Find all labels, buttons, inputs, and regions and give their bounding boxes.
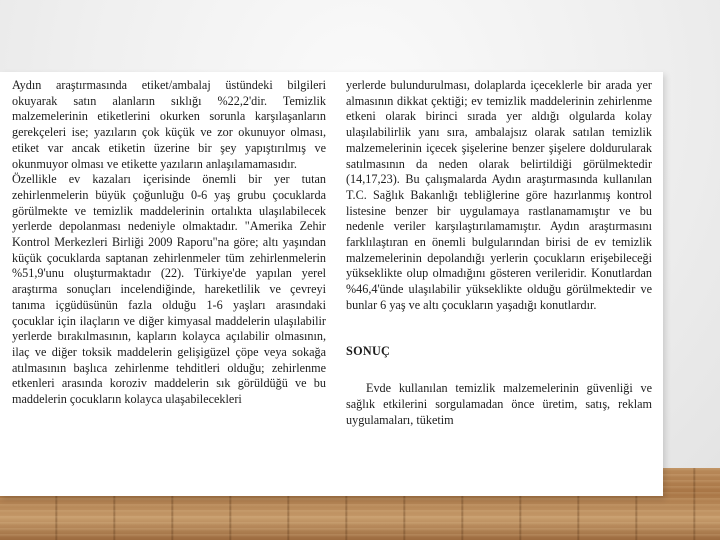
paragraph-zehirlenme: Özellikle ev kazaları içerisinde önemli bir yer tutan zehirlenmelerin büyük çoğunluğu 0-6 yaş grubu çocuklarda görülmekte ve temizlik maddelerinin ortalıkta ulaşılabilecek yerlerde depolanması nedeniyle olmaktadır. "Amerika Zehir Kontrol Merkezleri Birliği 2009 Raporu"na göre; altı yaşından küçük çocuklarda saptanan zehirlenmeler tüm zehirlenmelerin %51,9'unu oluşturmaktadır (22). Türkiye'de yapılan yerel araştırma sonuçları incelendiğinde, hareketlilik ve çevreyi tanıma içgüdüsünün fazla olduğu 1-6 yaşları arasındaki çocuklar için ilaçların ve diğer kimyasal maddelerin ulaşılabilir yerlerde bırakılmasının, kapların kolayca açılabilir olmasının, ilaç ve diğer toksik maddelerin gelişigüzel çöpe veya sokağa atılmasının başlıca zehirlenme tehditleri olduğu; zehirlenme etkenleri arasında koroziv maddelerin sık görüldüğü ve bu maddelerin çocukların kolayca ulaşabilecekleri (12, 172, 326, 407)
paragraph-sonuc: Evde kullanılan temizlik malzemelerinin güvenliği ve sağlık etkilerini sorgulamadan önce üretim, satış, reklam uygulamaları, tüketim (346, 381, 652, 427)
paragraph-continued: yerlerde bulundurulması, dolaplarda içeceklerle bir arada yer almasının dikkat çektiği; ev temizlik maddelerinin zehirlenme etkeni olarak birinci sırada yer aldığı olgularda kolay ulaşılabilirlik yanı sıra, ambalajsız olarak satılan temizlik malzemelerinin içecek şişelerine benzer şişelere doldurularak satılmasının da neden olarak belirtildiği görülmektedir (14,17,23). Bu çalışmalarda Aydın araştırmasında kullanılan T.C. Sağlık Bakanlığı tebliğlerine göre hazırlanmış kontrol listesine benzer bir uygulamaya rastlanamamıştır ve bu nedenle veriler karşılaştırılamamıştır. Aydın araştırmasını farklılaştıran en önemli bulgularından birisi de ev temizlik malzemelerinin depolandığı yerlerin çocukların erişebileceği yükseklikte olup olmadığını gösteren verileridir. Konutlardan %46,4'ünde ulaşılabilir yükseklikte olduğu görülmektedir ve bunlar 6 yaş ve altı çocukların yaşadığı konutlardır. (346, 78, 652, 312)
scanned-document-page (0, 72, 663, 496)
right-text-column (346, 78, 652, 428)
left-text-column (12, 78, 326, 408)
section-title-sonuc: SONUÇ (346, 343, 391, 358)
paragraph-etiket: Aydın araştırmasında etiket/ambalaj üstündeki bilgileri okuyarak satın alanların sıklığı %22,2'dir. Temizlik malzemelerinin etiketlerini okurken sorunla karşılaşanların gerekçeleri ise; yazıların çok küçük ve zor okunuyor olması, etiket var ancak etiketin üzerine bir şey yapıştırılmış ve okunmuyor olması ve etikette yazıların anlaşılamamasıdır. (12, 78, 326, 171)
